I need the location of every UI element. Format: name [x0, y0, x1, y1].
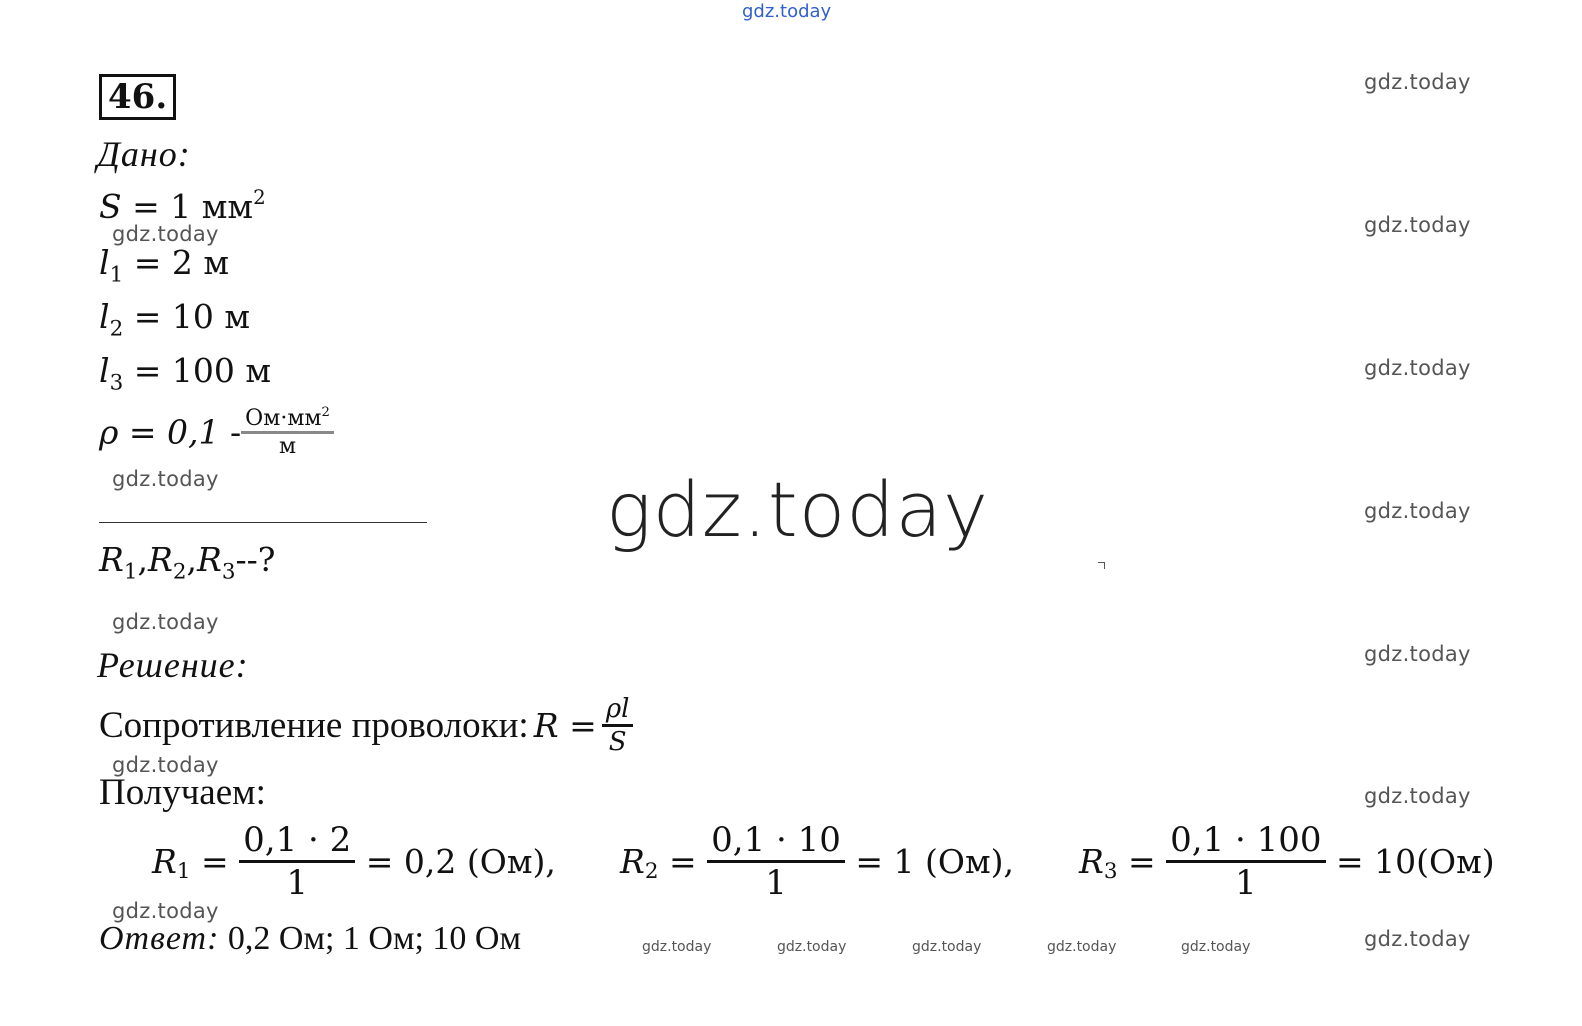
- result-r2: [620, 820, 1014, 903]
- watermark-left-3: gdz.today: [112, 610, 219, 634]
- length-1-symbol: l: [99, 243, 110, 282]
- result-r1-value: = 0,2 (Ом),: [365, 842, 556, 881]
- find-r2-index: 2: [172, 559, 187, 585]
- watermark-left-5: gdz.today: [112, 899, 219, 923]
- result-r1-equals: =: [201, 842, 229, 881]
- area-value: = 1 мм: [132, 186, 254, 226]
- watermark-bottom-1: gdz.today: [642, 939, 712, 955]
- resistivity-unit: [241, 405, 334, 459]
- result-r3-equals: =: [1128, 842, 1156, 881]
- watermark-right-1: gdz.today: [1364, 70, 1471, 94]
- watermark-right-2: gdz.today: [1364, 213, 1471, 237]
- given-area: [99, 186, 266, 226]
- result-r2-denominator: 1: [707, 860, 845, 903]
- find-r1-symbol: R: [99, 540, 124, 579]
- watermark-right-7: gdz.today: [1364, 927, 1471, 951]
- result-r3-fraction: [1166, 820, 1325, 903]
- result-r1: [152, 820, 556, 903]
- given-length-2: [99, 297, 250, 342]
- area-exponent: 2: [253, 186, 266, 209]
- answer-label: Ответ:: [99, 920, 220, 957]
- result-r3-value: = 10(Ом): [1336, 842, 1495, 881]
- watermark-center: gdz.today: [606, 465, 989, 554]
- resistivity-unit-denominator: м: [241, 431, 334, 459]
- find-r2-symbol: R: [148, 540, 173, 579]
- formula-numerator: ρl: [605, 694, 630, 724]
- find-r3-symbol: R: [197, 540, 222, 579]
- result-r2-symbol: R: [620, 842, 645, 881]
- result-r2-index: 2: [644, 859, 659, 884]
- length-3-value: = 100 м: [133, 351, 271, 390]
- length-2-value: = 10 м: [133, 297, 250, 336]
- watermark-bottom-3: gdz.today: [912, 939, 982, 955]
- result-r2-value: = 1 (Ом),: [855, 842, 1015, 881]
- watermark-top: gdz.today: [742, 1, 832, 22]
- length-2-index: 2: [109, 316, 124, 342]
- find-question: --?: [235, 540, 276, 579]
- length-1-index: 1: [109, 262, 124, 288]
- given-separator: [99, 522, 427, 523]
- result-r2-numerator: 0,1 · 10: [711, 820, 841, 860]
- problem-number: 46.: [99, 74, 176, 120]
- watermark-right-6: gdz.today: [1364, 784, 1471, 808]
- result-r3-numerator: 0,1 · 100: [1170, 820, 1322, 860]
- formula-denominator: S: [602, 724, 634, 757]
- result-r3: [1079, 820, 1495, 903]
- area-symbol: S: [99, 186, 122, 226]
- length-2-symbol: l: [99, 297, 110, 336]
- answer-text: 0,2 Ом; 1 Ом; 10 Ом: [219, 920, 521, 957]
- length-1-value: = 2 м: [133, 243, 229, 282]
- length-3-symbol: l: [99, 351, 110, 390]
- find-r1-index: 1: [123, 559, 138, 585]
- result-r1-index: 1: [176, 859, 191, 884]
- watermark-right-3: gdz.today: [1364, 356, 1471, 380]
- watermark-left-4: gdz.today: [112, 753, 219, 777]
- given-length-3: [99, 351, 271, 396]
- result-r2-fraction: [707, 820, 845, 903]
- resistivity-unit-numerator: Ом·мм: [245, 406, 322, 432]
- resistivity-unit-exponent: 2: [321, 405, 330, 420]
- result-r1-numerator: 0,1 · 2: [243, 820, 352, 860]
- result-r2-equals: =: [669, 842, 697, 881]
- watermark-bottom-4: gdz.today: [1047, 939, 1117, 955]
- watermark-left-2: gdz.today: [112, 467, 219, 491]
- watermark-right-5: gdz.today: [1364, 642, 1471, 666]
- resistivity-dash: -: [230, 412, 242, 452]
- result-r1-fraction: [239, 820, 355, 903]
- resistance-formula: [99, 694, 633, 757]
- find-r3-index: 3: [221, 559, 236, 585]
- given-length-1: [99, 243, 229, 288]
- result-r3-symbol: R: [1079, 842, 1104, 881]
- solution-heading: Решение:: [97, 645, 249, 685]
- formula-fraction: [602, 694, 634, 757]
- find-unknowns: $R_1,R_2,R_3--$?: [99, 540, 276, 585]
- watermark-bottom-2: gdz.today: [777, 939, 847, 955]
- length-3-index: 3: [109, 370, 124, 396]
- we-get-label: Получаем:: [99, 772, 266, 813]
- watermark-left-1: gdz.today: [112, 222, 219, 246]
- result-r1-symbol: R: [152, 842, 177, 881]
- resistivity-value: ρ = 0,1: [99, 412, 220, 452]
- result-r3-denominator: 1: [1166, 860, 1325, 903]
- result-r1-denominator: 1: [239, 860, 355, 903]
- answer: [99, 920, 521, 958]
- watermark-bottom-5: gdz.today: [1181, 939, 1251, 955]
- result-r3-index: 3: [1103, 859, 1118, 884]
- given-heading: Дано:: [97, 134, 191, 174]
- formula-text: Сопротивление проволоки:: [99, 705, 529, 746]
- watermark-right-4: gdz.today: [1364, 499, 1471, 523]
- stray-mark: [1098, 562, 1105, 569]
- formula-lhs: R =: [533, 706, 597, 745]
- given-resistivity: [99, 405, 334, 459]
